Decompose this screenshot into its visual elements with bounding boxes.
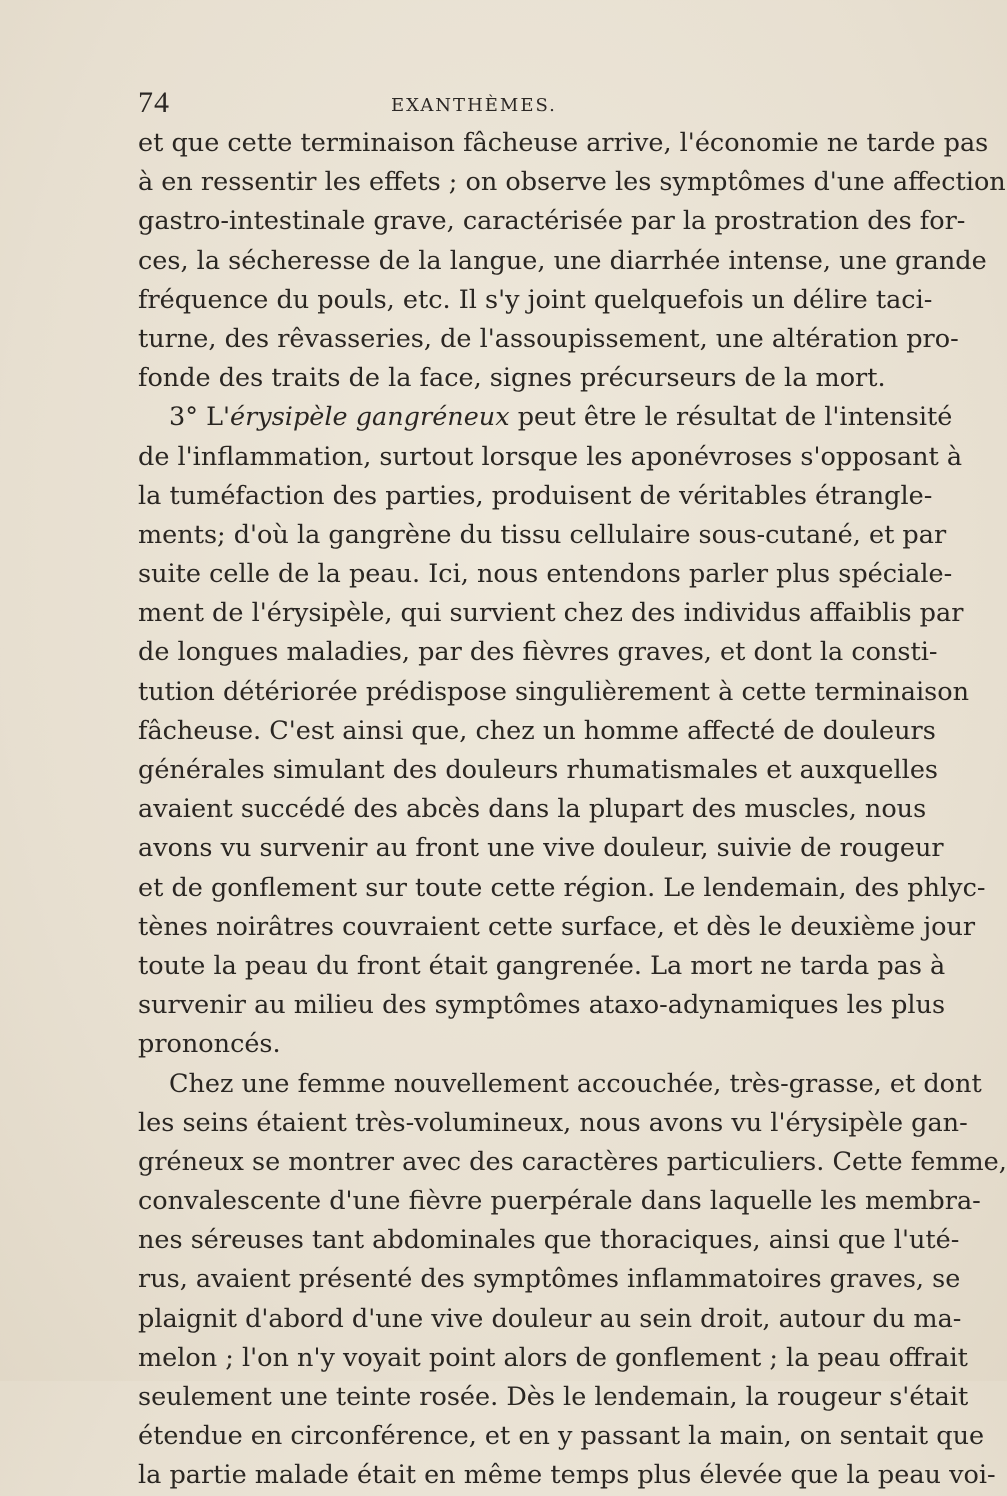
text-line: fréquence du pouls, etc. Il s'y joint quelquefois un délire taci- xyxy=(138,284,933,315)
text-run: peut être le résultat de l'intensité xyxy=(509,402,953,433)
text-line: la tuméfaction des parties, produisent de véritables étrangle- xyxy=(138,480,933,511)
text-line: plaignit d'abord d'une vive douleur au sein droit, autour du ma- xyxy=(138,1303,962,1334)
text-line: avons vu survenir au front une vive douleur, suivie de rougeur xyxy=(138,833,944,864)
text-run: 3° L' xyxy=(169,402,231,433)
text-line: de longues maladies, par des fièvres graves, et dont la consti- xyxy=(138,637,938,668)
text-line: ces, la sécheresse de la langue, une diarrhée intense, une grande xyxy=(138,245,987,276)
text-line: prononcés. xyxy=(138,1029,281,1060)
text-line: fonde des traits de la face, signes précurseurs de la mort. xyxy=(138,363,886,394)
text-line: nes séreuses tant abdominales que thoraciques, ainsi que l'uté- xyxy=(138,1225,960,1256)
text-line: tution détériorée prédispose singulièrement à cette terminaison xyxy=(138,676,970,707)
text-line: étendue en circonférence, et en y passant la main, on sentait que xyxy=(138,1421,985,1452)
text-line: seulement une teinte rosée. Dès le lendemain, la rougeur s'était xyxy=(138,1382,969,1412)
text-line: turne, des rêvasseries, de l'assoupissement, une altération pro- xyxy=(138,323,959,354)
text-line: gastro-intestinale grave, caractérisée par la prostration des for- xyxy=(138,206,966,237)
text-line: et que cette terminaison fâcheuse arrive, l'économie ne tarde pas xyxy=(138,128,989,158)
text-line: rus, avaient présenté des symptômes inflammatoires graves, se xyxy=(138,1264,961,1295)
text-line: de l'inflammation, surtout lorsque les aponévroses s'opposant à xyxy=(138,441,963,472)
text-line: tènes noirâtres couvraient cette surface, et dès le deuxième jour xyxy=(138,911,976,942)
text-line: ment de l'érysipèle, qui survient chez des individus affaiblis par xyxy=(138,598,964,629)
text-line: ments; d'où la gangrène du tissu cellulaire sous-cutané, et par xyxy=(138,519,947,550)
text-line: fâcheuse. C'est ainsi que, chez un homme affecté de douleurs xyxy=(138,715,936,746)
text-line: survenir au milieu des symptômes ataxo-adynamiques les plus xyxy=(138,990,946,1021)
running-head xyxy=(138,86,778,126)
text-line: melon ; l'on n'y voyait point alors de gonflement ; la peau offrait xyxy=(138,1342,968,1373)
text-line: la partie malade était en même temps plus élevée que la peau voi- xyxy=(138,1460,996,1491)
text-line: à en ressentir les effets ; on observe les symptômes d'une affection xyxy=(138,167,1006,198)
text-line: toute la peau du front était gangrenée. La mort ne tarda pas à xyxy=(138,950,946,981)
italic-term: érysipèle gangréneux xyxy=(230,402,510,433)
text-line: suite celle de la peau. Ici, nous entendons parler plus spéciale- xyxy=(138,559,953,590)
text-line: générales simulant des douleurs rhumatismales et auxquelles xyxy=(138,755,939,785)
running-title: EXANTHÈMES. xyxy=(391,95,557,116)
text-line: les seins étaient très-volumineux, nous avons vu l'érysipèle gan- xyxy=(138,1107,968,1138)
text-line: avaient succédé des abcès dans la plupart des muscles, nous xyxy=(138,794,927,825)
text-line xyxy=(138,398,953,437)
text-line: et de gonflement sur toute cette région. Le lendemain, des phlyc- xyxy=(138,872,986,903)
page-number: 74 xyxy=(138,86,170,119)
text-line: convalescente d'une fièvre puerpérale dans laquelle les membra- xyxy=(138,1186,981,1217)
text-line: Chez une femme nouvellement accouchée, très-grasse, et dont xyxy=(169,1068,982,1099)
text-line: gréneux se montrer avec des caractères particuliers. Cette femme, xyxy=(138,1146,1007,1177)
body-text xyxy=(138,124,1007,1496)
